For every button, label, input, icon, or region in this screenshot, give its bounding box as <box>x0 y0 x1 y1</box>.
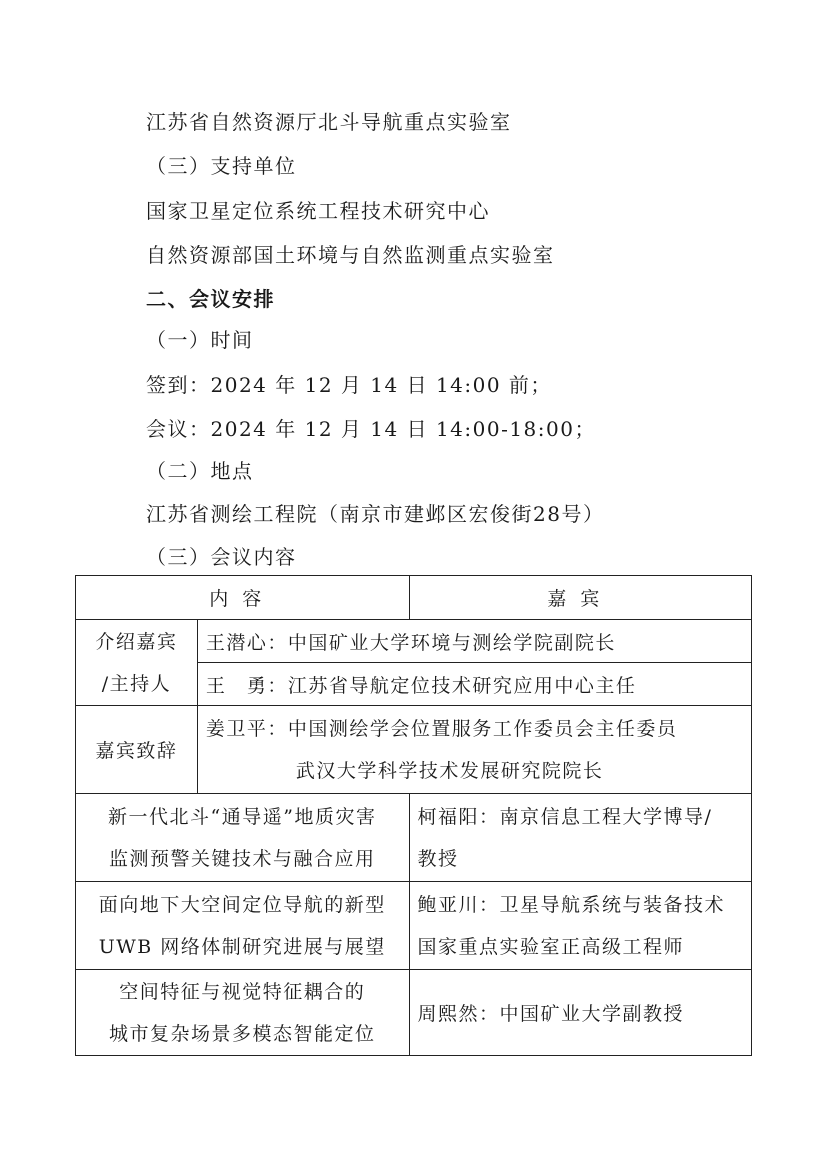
text-line: 国家卫星定位系统工程技术研究中心 <box>146 199 490 223</box>
section-heading: （三）会议内容 <box>146 545 297 569</box>
text-line: 江苏省自然资源厅北斗导航重点实验室 <box>146 110 512 134</box>
speech-label: 嘉宾致辞 <box>76 706 198 794</box>
text-line: 江苏省测绘工程院（南京市建邺区宏俊街28号） <box>146 502 605 526</box>
section-heading: （一）时间 <box>146 328 254 352</box>
text-line: 签到：2024 年 12 月 14 日 14:00 前； <box>146 373 552 397</box>
section-heading: （二）地点 <box>146 459 254 483</box>
intro-label: 介绍嘉宾 /主持人 <box>76 620 198 706</box>
talk2-title: 面向地下大空间定位导航的新型 UWB 网络体制研究进展与展望 <box>76 882 410 970</box>
talk3-title: 空间特征与视觉特征耦合的 城市复杂场景多模态智能定位 <box>76 970 410 1056</box>
talk2-guest: 鲍亚川：卫星导航系统与装备技术 国家重点实验室正高级工程师 <box>409 882 752 970</box>
header-guest: 嘉宾 <box>409 576 752 620</box>
section-heading: （三）支持单位 <box>146 154 297 178</box>
schedule-table <box>75 575 752 1056</box>
text-line: 自然资源部国土环境与自然监测重点实验室 <box>146 243 555 267</box>
talk3-guest: 周熙然：中国矿业大学副教授 <box>409 970 752 1056</box>
talk1-guest: 柯福阳：南京信息工程大学博导/ 教授 <box>409 794 752 882</box>
chapter-heading: 二、会议安排 <box>146 287 275 311</box>
text-line: 会议：2024 年 12 月 14 日 14:00-18:00； <box>146 417 596 441</box>
intro-guest-1: 王潜心：中国矿业大学环境与测绘学院副院长 <box>197 620 751 663</box>
speech-guest: 姜卫平：中国测绘学会位置服务工作委员会主任委员 武汉大学科学技术发展研究院院长 <box>197 706 751 794</box>
header-content: 内容 <box>76 576 410 620</box>
talk1-title: 新一代北斗“通导遥”地质灾害 监测预警关键技术与融合应用 <box>76 794 410 882</box>
intro-guest-2: 王 勇：江苏省导航定位技术研究应用中心主任 <box>197 663 751 706</box>
